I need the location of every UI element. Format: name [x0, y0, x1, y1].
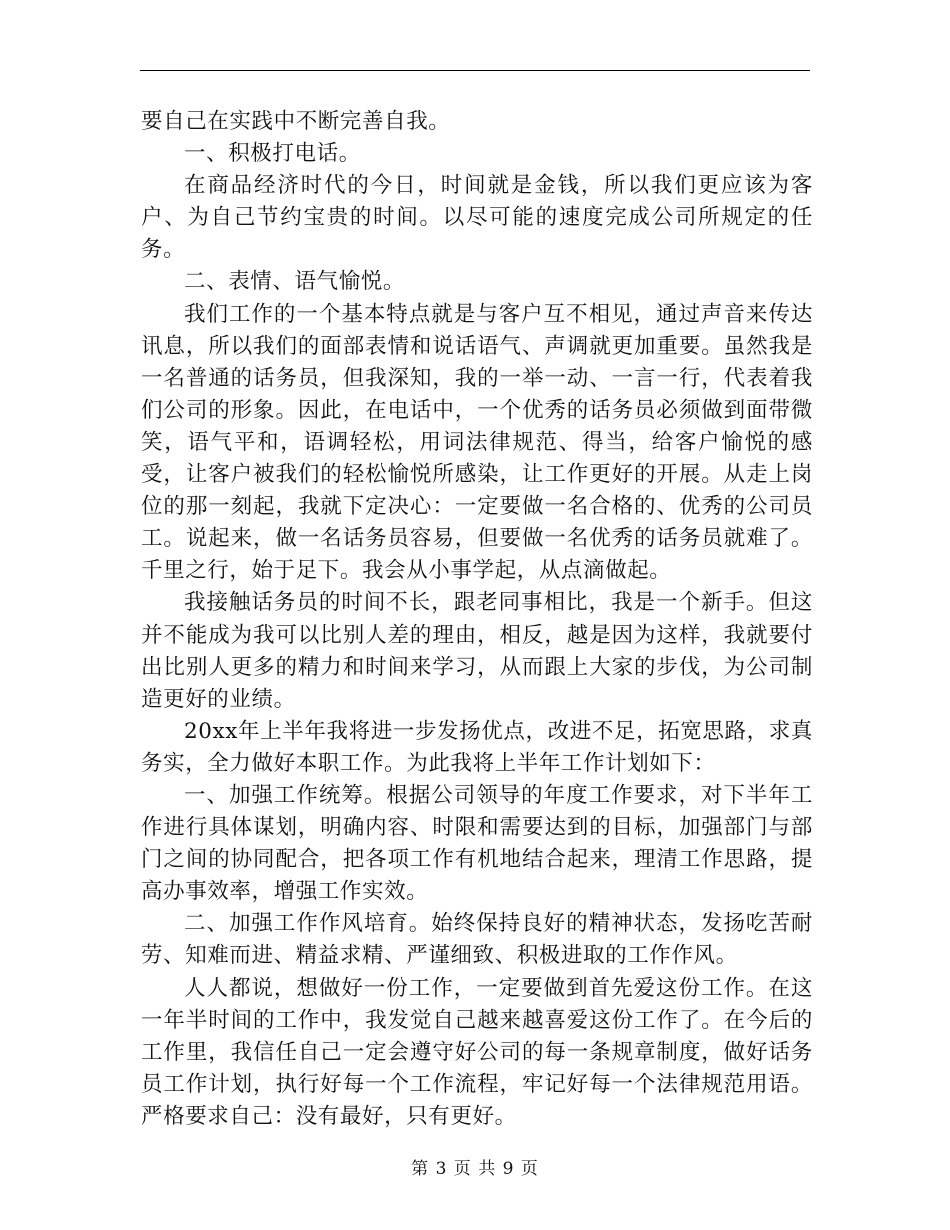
paragraph-4-heading: 二、表情、语气愉悦。	[184, 269, 406, 295]
paragraph-10: 人人都说，想做好一份工作，一定要做到首先爱这份工作。在这一年半时间的工作中，我发觉自己越来越喜爱这份工作了。在今后的工作里，我信任自己一定会遵守好公司的每一条规章制度，做好话务员工作计划，执行好每一个工作流程，牢记好每一个法律规范用语。严格要求自己：没有最好，只有更好。	[141, 975, 813, 1129]
paragraph-1: 要自己在实践中不断完善自我。	[141, 109, 451, 134]
document-body	[141, 106, 813, 1133]
page-footer	[0, 1154, 950, 1179]
footer-middle: 页 共	[453, 1159, 497, 1179]
paragraph-9: 二、加强工作作风培育。始终保持良好的精神状态，发扬吃苦耐劳、知难而进、精益求精、严谨细致、积极进取的工作作风。	[141, 911, 813, 969]
total-page-count: 9	[502, 1159, 515, 1179]
paragraph-5: 我们工作的一个基本特点就是与客户互不相见，通过声音来传达讯息，所以我们的面部表情和说话语气、声调就更加重要。虽然我是一名普通的话务员，但我深知，我的一举一动、一言一行，代表着我们公司的形象。因此，在电话中，一个优秀的话务员必须做到面带微笑，语气平和，语调轻松，用词法律规范、得当，给客户愉悦的感受，让客户被我们的轻松愉悦所感染，让工作更好的开展。从走上岗位的那一刻起，我就下定决心：一定要做一名合格的、优秀的公司员工。说起来，做一名话务员容易，但要做一名优秀的话务员就难了。千里之行，始于足下。我会从小事学起，从点滴做起。	[141, 301, 813, 584]
footer-suffix: 页	[520, 1159, 539, 1179]
paragraph-8: 一、加强工作统筹。根据公司领导的年度工作要求，对下半年工作进行具体谋划，明确内容、时限和需要达到的目标，加强部门与部门之间的协同配合，把各项工作有机地结合起来，理清工作思路，提高办事效率，增强工作实效。	[141, 782, 813, 905]
current-page-number: 3	[435, 1159, 448, 1179]
footer-prefix: 第	[411, 1159, 430, 1179]
paragraph-2-heading: 一、积极打电话。	[184, 141, 361, 167]
paragraph-6: 我接触话务员的时间不长，跟老同事相比，我是一个新手。但这并不能成为我可以比别人差的理由，相反，越是因为这样，我就要付出比别人更多的精力和时间来学习，从而跟上大家的步伐，为公司制造更好的业绩。	[141, 590, 813, 712]
paragraph-7: 20xx年上半年我将进一步发扬优点，改进不足，拓宽思路，求真务实，全力做好本职工作。为此我将上半年工作计划如下：	[141, 718, 813, 776]
paragraph-3: 在商品经济时代的今日，时间就是金钱，所以我们更应该为客户、为自己节约宝贵的时间。以尽可能的速度完成公司所规定的任务。	[141, 173, 813, 263]
header-rule	[140, 70, 810, 71]
